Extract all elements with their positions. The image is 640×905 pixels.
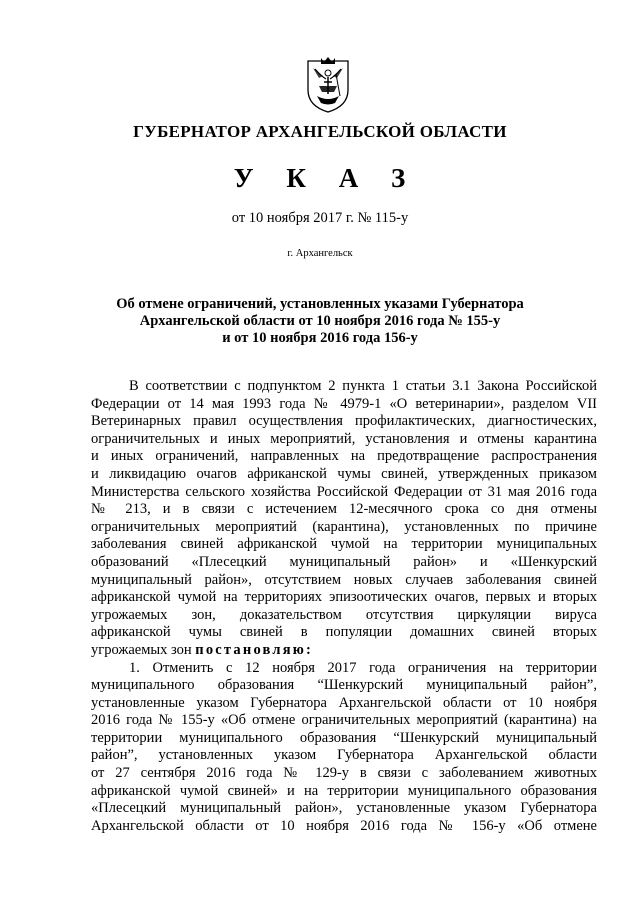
body-line: 1. Отменить с 12 ноября 2017 года ограничения на территории [129,659,597,676]
title-line: и от 10 ноября 2016 года 156-у [222,330,418,346]
city-of-issue: г. Архангельск [287,248,353,259]
decree-title [110,296,530,347]
body-line: образований «Плесецкий муниципальный район» и «Шенкурский [91,553,597,570]
body-line: 2016 года № 155-у «Об отмене ограничительных мероприятий (карантина) на [91,712,597,729]
body-line: № 213, и в связи с истечением 12-месячного срока со дня отмены [91,501,597,518]
body-line: район”, установленных указом Губернатора Архангельской области [91,747,597,764]
body-line: установленные указом Губернатора Архангельской области от 10 ноября [91,694,597,711]
body-line [91,642,597,660]
body-line: Ветеринарных правил осуществления профилактических, диагностических, [91,413,597,430]
body-line: территории муниципального образования “Шенкурский муниципальный [91,729,597,746]
body-line: «Плесецкий муниципальный район», установленные указом Губернатора [91,800,597,817]
body-line: Архангельской области от 10 ноября 2016 года № 156-у «Об отмене [91,817,597,834]
title-line: Архангельской области от 10 ноября 2016 года № 155-у [139,313,501,329]
body-line: муниципального образования “Шенкурский муниципальный район”, [91,677,597,694]
issuing-authority: ГУБЕРНАТОР АРХАНГЕЛЬСКОЙ ОБЛАСТИ [133,122,507,141]
body-line: Министерства сельского хозяйства Российской Федерации от 31 мая 2016 года [91,483,597,500]
body-line: от 27 сентября 2016 года № 129-у в связи с заболеванием животных [91,765,597,782]
body-line: угрожаемых зон, доказательством отсутствия циркуляции вируса [91,606,597,623]
title-line: Об отмене ограничений, установленных указами Губернатора [116,296,524,312]
coat-of-arms-icon [305,56,351,114]
body-line: и иных ограничений, направленных на предотвращение распространения [91,448,597,465]
body-line: ограничительных и иных мероприятий, установления и отмены карантина [91,430,597,447]
body-line: В соответствии с подпунктом 2 пункта 1 статьи 3.1 Закона Российской [129,378,597,394]
body-line: африканской чумой на территориях эпизоотических очагов, первых и вторых [91,589,597,606]
body-line: заболевания свиней африканской чумой на территории муниципальных [91,536,597,553]
body-line: муниципальный район», отсутствием новых случаев заболевания свиней [91,571,597,588]
body-line: Федерации от 14 мая 1993 года № 4979-1 «О ветеринарии», разделом VII [91,395,597,412]
body-line-text: угрожаемых зон [91,641,196,658]
body-line: африканской чумы свиней в популяции домашних свиней вторых [91,624,597,641]
body-line: ограничительных мероприятий (карантина), установленных по причине [91,518,597,535]
decree-body [91,378,597,835]
date-and-number: от 10 ноября 2017 г. № 115-у [231,210,409,226]
body-line: африканской чумой свиней» и на территории муниципального образования [91,782,597,799]
document-type: У К А З [233,163,419,193]
operative-word: постановляю: [195,641,314,658]
body-line: и ликвидацию очагов африканской чумы свиней, утвержденных приказом [91,465,597,482]
